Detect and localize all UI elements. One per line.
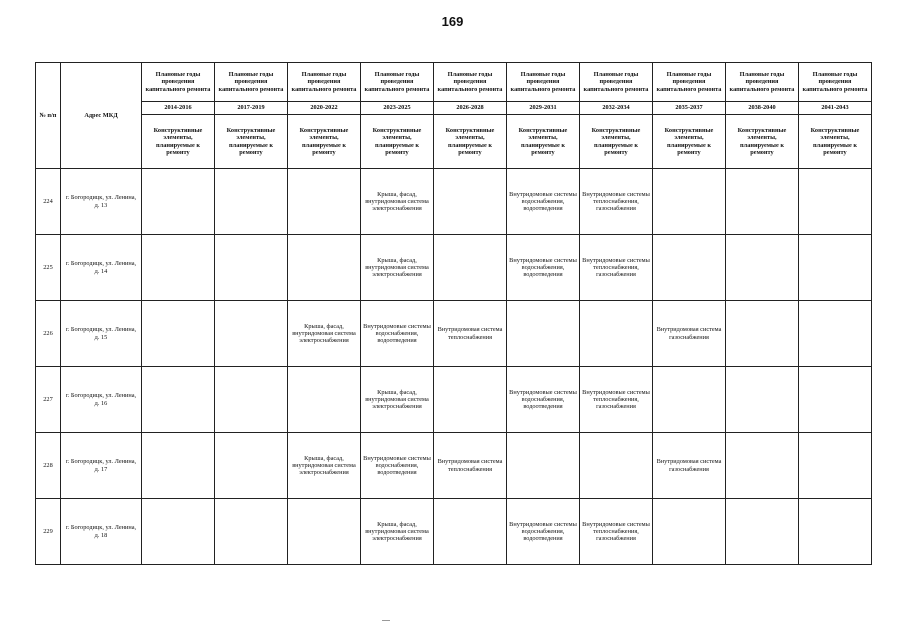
repair-cell	[653, 169, 726, 235]
capital-repair-table	[35, 62, 872, 565]
elements-header: Конструктивные элементы, планируемые к ремонту	[434, 115, 507, 169]
repair-cell	[653, 499, 726, 565]
repair-cell	[215, 367, 288, 433]
row-number: 228	[36, 433, 61, 499]
scan-mark	[382, 620, 390, 621]
table-row	[36, 367, 872, 433]
row-address: г. Богородицк, ул. Ленина, д. 16	[61, 367, 142, 433]
elements-header: Конструктивные элементы, планируемые к ремонту	[142, 115, 215, 169]
elements-header: Конструктивные элементы, планируемые к ремонту	[799, 115, 872, 169]
year-range-header: 2038-2040	[726, 102, 799, 115]
year-range-header: 2026-2028	[434, 102, 507, 115]
repair-cell	[799, 433, 872, 499]
repair-cell: Внутридомовая система теплоснабжения	[434, 433, 507, 499]
page-number: 169	[441, 14, 464, 29]
repair-cell	[215, 499, 288, 565]
repair-cell	[215, 169, 288, 235]
period-header: Плановые годы проведения капитального ремонта	[361, 63, 434, 102]
elements-header: Конструктивные элементы, планируемые к ремонту	[726, 115, 799, 169]
row-address: г. Богородицк, ул. Ленина, д. 14	[61, 235, 142, 301]
repair-cell	[799, 499, 872, 565]
repair-cell	[142, 367, 215, 433]
year-range-header: 2017-2019	[215, 102, 288, 115]
row-address: г. Богородицк, ул. Ленина, д. 17	[61, 433, 142, 499]
elements-header: Конструктивные элементы, планируемые к ремонту	[288, 115, 361, 169]
repair-cell	[653, 367, 726, 433]
repair-cell	[799, 367, 872, 433]
year-range-header: 2023-2025	[361, 102, 434, 115]
repair-cell: Внутридомовая система газоснабжения	[653, 433, 726, 499]
repair-cell	[215, 235, 288, 301]
header-row-elements	[36, 115, 872, 169]
elements-header: Конструктивные элементы, планируемые к ремонту	[361, 115, 434, 169]
repair-cell	[288, 499, 361, 565]
repair-cell: Внутридомовые системы водоснабжения, водоотведения	[361, 433, 434, 499]
elements-header: Конструктивные элементы, планируемые к ремонту	[580, 115, 653, 169]
repair-cell	[726, 367, 799, 433]
repair-cell: Внутридомовые системы теплоснабжения, газоснабжения	[580, 367, 653, 433]
repair-cell: Внутридомовые системы водоснабжения, водоотведения	[361, 301, 434, 367]
row-number: 229	[36, 499, 61, 565]
period-header: Плановые годы проведения капитального ремонта	[726, 63, 799, 102]
row-number: 226	[36, 301, 61, 367]
period-header: Плановые годы проведения капитального ремонта	[653, 63, 726, 102]
repair-cell	[142, 433, 215, 499]
repair-cell: Внутридомовые системы водоснабжения, водоотведения	[507, 235, 580, 301]
col-address-header: Адрес МКД	[61, 63, 142, 169]
repair-cell: Внутридомовая система теплоснабжения	[434, 301, 507, 367]
period-header: Плановые годы проведения капитального ремонта	[288, 63, 361, 102]
repair-cell	[434, 169, 507, 235]
row-address: г. Богородицк, ул. Ленина, д. 15	[61, 301, 142, 367]
col-num-header: № п/п	[36, 63, 61, 169]
table-row	[36, 301, 872, 367]
repair-cell	[434, 235, 507, 301]
repair-cell	[288, 367, 361, 433]
row-number: 225	[36, 235, 61, 301]
period-header: Плановые годы проведения капитального ремонта	[142, 63, 215, 102]
repair-cell	[799, 301, 872, 367]
period-header: Плановые годы проведения капитального ремонта	[799, 63, 872, 102]
repair-cell	[142, 235, 215, 301]
period-header: Плановые годы проведения капитального ремонта	[507, 63, 580, 102]
repair-cell	[288, 235, 361, 301]
row-address: г. Богородицк, ул. Ленина, д. 18	[61, 499, 142, 565]
row-number: 224	[36, 169, 61, 235]
repair-cell: Крыша, фасад, внутридомовая система электроснабжения	[288, 433, 361, 499]
period-header: Плановые годы проведения капитального ремонта	[434, 63, 507, 102]
year-range-header: 2032-2034	[580, 102, 653, 115]
repair-cell	[507, 301, 580, 367]
period-header: Плановые годы проведения капитального ремонта	[580, 63, 653, 102]
repair-cell	[142, 301, 215, 367]
table-row	[36, 169, 872, 235]
repair-cell	[726, 499, 799, 565]
year-range-header: 2014-2016	[142, 102, 215, 115]
header-row-period	[36, 63, 872, 102]
repair-cell	[653, 235, 726, 301]
row-address: г. Богородицк, ул. Ленина, д. 13	[61, 169, 142, 235]
table-row	[36, 433, 872, 499]
repair-cell: Внутридомовые системы водоснабжения, водоотведения	[507, 169, 580, 235]
year-range-header: 2020-2022	[288, 102, 361, 115]
period-header: Плановые годы проведения капитального ремонта	[215, 63, 288, 102]
repair-cell: Внутридомовые системы теплоснабжения, газоснабжения	[580, 169, 653, 235]
repair-cell	[799, 235, 872, 301]
year-range-header: 2035-2037	[653, 102, 726, 115]
repair-cell	[726, 169, 799, 235]
repair-cell	[580, 433, 653, 499]
repair-cell: Внутридомовые системы теплоснабжения, газоснабжения	[580, 499, 653, 565]
elements-header: Конструктивные элементы, планируемые к ремонту	[215, 115, 288, 169]
repair-cell	[142, 169, 215, 235]
repair-cell	[726, 301, 799, 367]
row-number: 227	[36, 367, 61, 433]
elements-header: Конструктивные элементы, планируемые к ремонту	[653, 115, 726, 169]
year-range-header: 2029-2031	[507, 102, 580, 115]
repair-cell: Внутридомовые системы теплоснабжения, газоснабжения	[580, 235, 653, 301]
table-row	[36, 499, 872, 565]
table-row	[36, 235, 872, 301]
repair-cell	[288, 169, 361, 235]
repair-cell	[726, 235, 799, 301]
repair-cell: Крыша, фасад, внутридомовая система электроснабжения	[361, 235, 434, 301]
repair-cell: Крыша, фасад, внутридомовая система электроснабжения	[361, 499, 434, 565]
year-range-header: 2041-2043	[799, 102, 872, 115]
repair-cell	[434, 367, 507, 433]
repair-cell	[799, 169, 872, 235]
header-row-years	[36, 102, 872, 115]
repair-cell: Крыша, фасад, внутридомовая система электроснабжения	[288, 301, 361, 367]
repair-cell: Внутридомовые системы водоснабжения, водоотведения	[507, 499, 580, 565]
repair-cell: Внутридомовые системы водоснабжения, водоотведения	[507, 367, 580, 433]
elements-header: Конструктивные элементы, планируемые к ремонту	[507, 115, 580, 169]
repair-cell: Крыша, фасад, внутридомовая система электроснабжения	[361, 169, 434, 235]
repair-cell	[726, 433, 799, 499]
repair-cell: Крыша, фасад, внутридомовая система электроснабжения	[361, 367, 434, 433]
repair-cell	[215, 301, 288, 367]
repair-cell	[215, 433, 288, 499]
repair-cell	[434, 499, 507, 565]
repair-cell	[580, 301, 653, 367]
repair-cell	[507, 433, 580, 499]
repair-cell: Внутридомовая система газоснабжения	[653, 301, 726, 367]
repair-cell	[142, 499, 215, 565]
